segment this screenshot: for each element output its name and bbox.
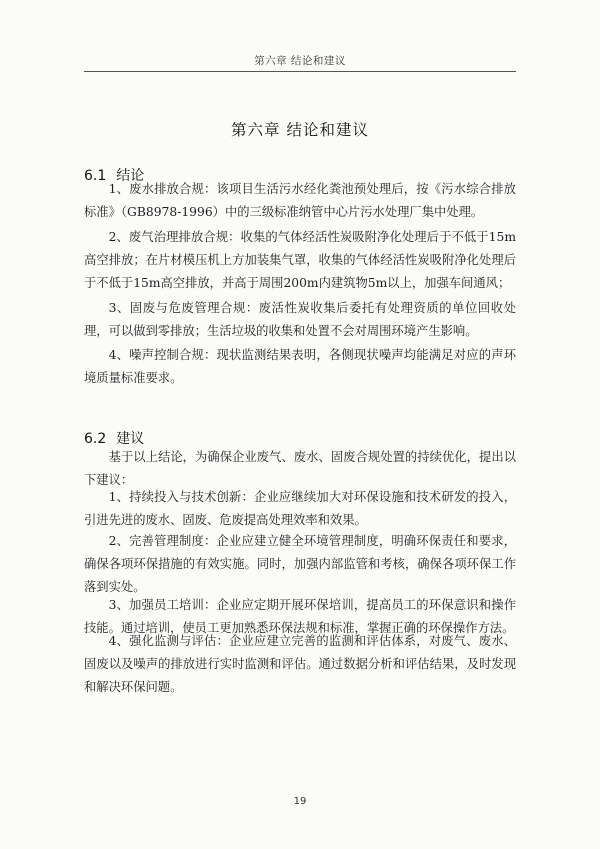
chapter-title: 第六章 结论和建议 <box>231 121 369 139</box>
conclusion-paragraph-4: 4、噪声控制合规：现状监测结果表明，各侧现状噪声均能满足对应的声环境质量标准要求。 <box>84 348 516 385</box>
header-rule <box>84 71 516 72</box>
suggestion-intro-paragraph: 基于以上结论，为确保企业废气、废水、固废合规处置的持续优化，提出以下建议： <box>84 450 516 487</box>
section-heading-suggestions <box>84 428 144 448</box>
conclusion-paragraph-3: 3、固废与危废管理合规：废活性炭收集后委托有处理资质的单位回收处理，可以做到零排放；生活垃圾的收集和处置不会对周围环境产生影响。 <box>84 301 516 338</box>
section-title: 建议 <box>116 431 145 447</box>
section-number: 6.2 <box>84 431 107 447</box>
suggestion-paragraph-3: 3、加强员工培训：企业应定期开展环保培训，提高员工的环保意识和操作技能。通过培训，使员工更加熟悉环保法规和标准，掌握正确的环保操作方法。 <box>84 598 516 635</box>
page-number: 19 <box>293 796 307 807</box>
conclusion-paragraph-1: 1、废水排放合规：该项目生活污水经化粪池预处理后，按《污水综合排放标准》（GB8978-1996）中的三级标准纳管中心片污水处理厂集中处理。 <box>84 182 516 219</box>
suggestion-paragraph-2: 2、完善管理制度：企业应建立健全环境管理制度，明确环保责任和要求，确保各项环保措施的有效实施。同时，加强内部监管和考核，确保各项环保工作落到实处。 <box>84 534 516 594</box>
suggestion-paragraph-4: 4、强化监测与评估：企业应建立完善的监测和评估体系，对废气、废水、固废以及噪声的排放进行实时监测和评估。通过数据分析和评估结果，及时发现和解决环保问题。 <box>84 634 516 694</box>
section-title: 结论 <box>116 168 145 184</box>
conclusion-paragraph-2: 2、废气治理排放合规：收集的气体经活性炭吸附净化处理后于不低于15m高空排放；在片材模压机上方加装集气罩，收集的气体经活性炭吸附净化处理后于不低于15m高空排放，并高于周围200m内建筑物5m以上，加强车间通风； <box>84 230 516 290</box>
running-header: 第六章 结论和建议 <box>254 55 346 67</box>
suggestion-paragraph-1: 1、持续投入与技术创新：企业应继续加大对环保设施和技术研发的投入，引进先进的废水、固废、危废提高处理效率和效果。 <box>84 490 516 527</box>
section-number: 6.1 <box>84 168 107 184</box>
